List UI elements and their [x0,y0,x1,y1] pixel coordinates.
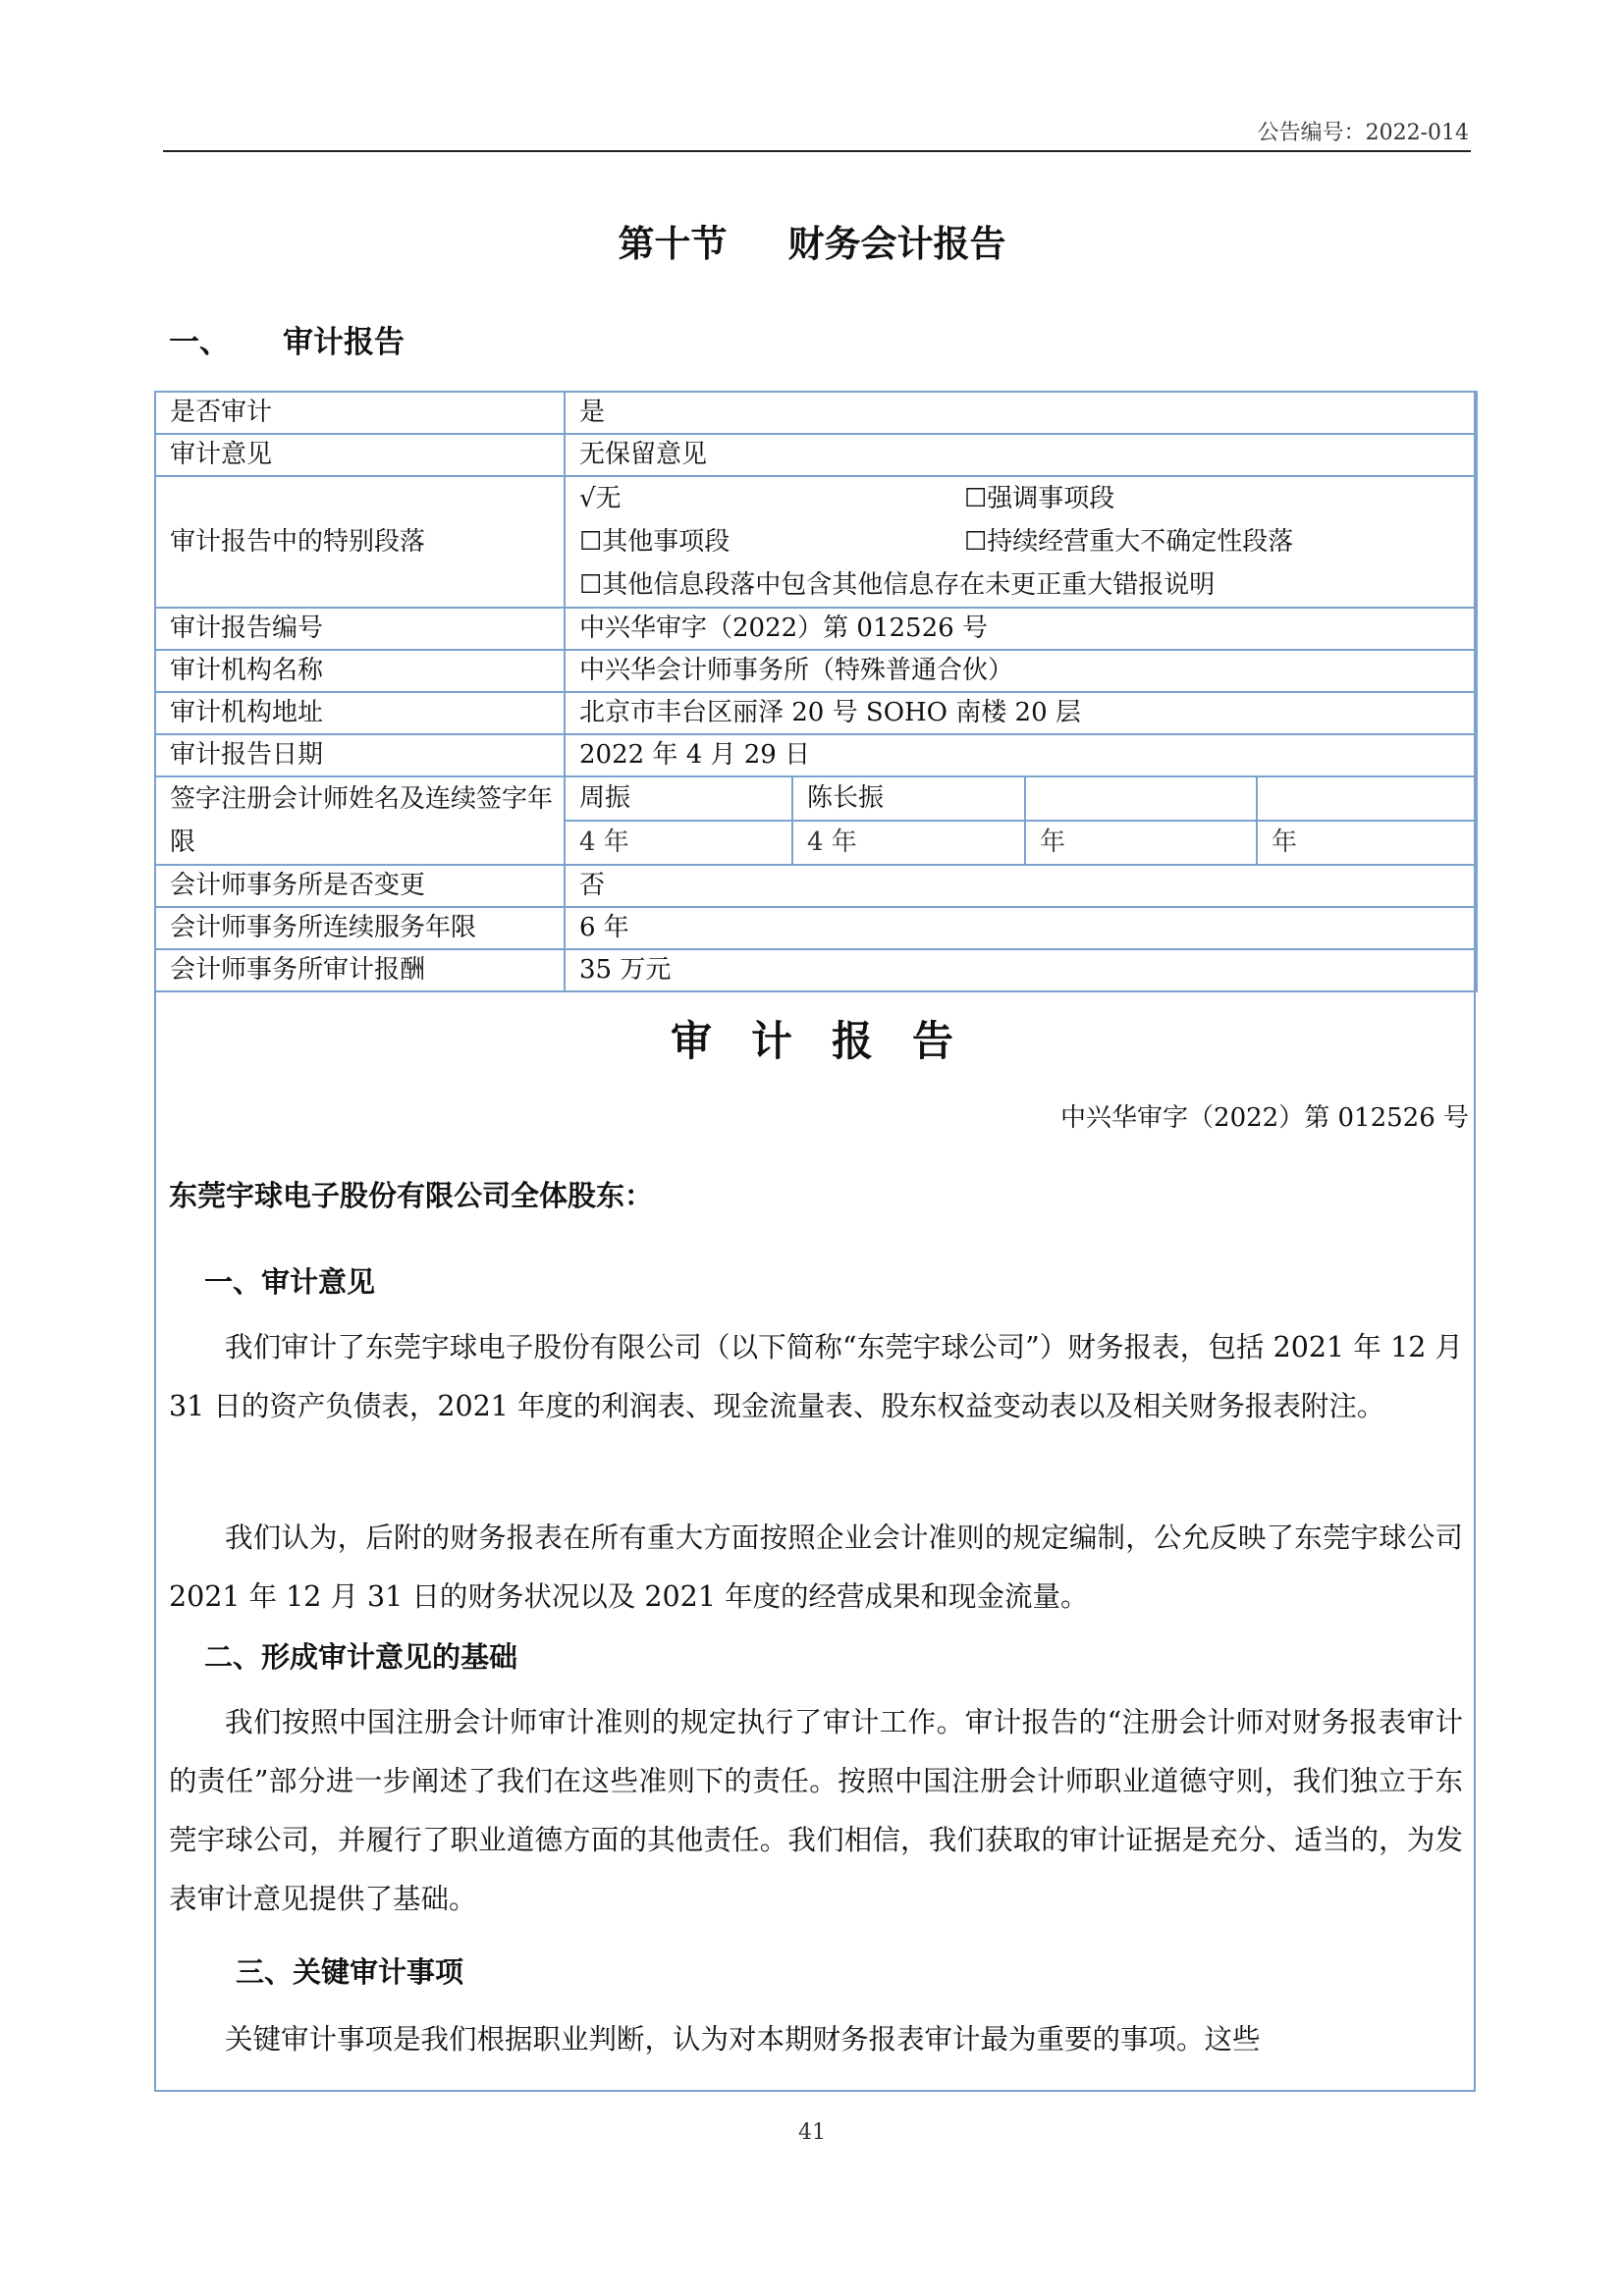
option-other-matters: ☐其他事项段 [579,527,731,557]
heading-opinion-basis: 二、形成审计意见的基础 [204,1640,518,1674]
subsection-number: 一、 [169,325,230,360]
firm-changed-label: 会计师事务所是否变更 [155,865,565,907]
audited-label: 是否审计 [155,392,565,434]
table-row [155,392,1477,434]
report-addressee: 东莞宇球电子股份有限公司全体股东： [169,1179,654,1212]
signer-name-3 [1025,776,1257,821]
option-none: √无 [579,484,622,513]
paragraph-opinion-scope: 我们审计了东莞宇球电子股份有限公司（以下简称“东莞宇球公司”）财务报表，包括 2021 年 12 月 31 日的资产负债表，2021 年度的利润表、现金流量表、股东权益变动表以及相关财务报表附注。 [169,1331,1463,1422]
signer-name-1: 周振 [565,776,792,821]
signer-years-4: 年 [1257,821,1477,865]
special-paragraph-label: 审计报告中的特别段落 [155,476,565,608]
audit-info-table [154,391,1478,992]
header-divider [163,150,1471,152]
report-number-label: 审计报告编号 [155,608,565,650]
report-number-value: 中兴华审字（2022）第 012526 号 [565,608,1477,650]
heading-audit-opinion: 一、审计意见 [204,1265,376,1299]
subsection-title [169,317,405,361]
service-years-value: 6 年 [565,907,1477,949]
section-label: 第十节 [618,223,728,265]
table-row [155,907,1477,949]
option-other-info: ☐其他信息段落中包含其他信息存在未更正重大错报说明 [579,570,1216,600]
table-row [155,865,1477,907]
signer-years-1: 4 年 [565,821,792,865]
firm-address-value: 北京市丰台区丽泽 20 号 SOHO 南楼 20 层 [565,692,1477,734]
table-row [155,949,1477,991]
option-emphasis: ☐强调事项段 [964,484,1115,513]
table-row [155,476,1477,608]
audit-fee-value: 35 万元 [565,949,1477,991]
report-date-value: 2022 年 4 月 29 日 [565,734,1477,776]
paragraph-opinion-basis: 我们按照中国注册会计师审计准则的规定执行了审计工作。审计报告的“注册会计师对财务报表审计的责任”部分进一步阐述了我们在这些准则下的责任。按照中国注册会计师职业道德守则，我们独立于东莞宇球公司，并履行了职业道德方面的其他责任。我们相信，我们获取的审计证据是充分、适当的，为发表审计意见提供了基础。 [169,1706,1463,1915]
firm-address-label: 审计机构地址 [155,692,565,734]
opinion-label: 审计意见 [155,434,565,476]
table-row [155,608,1477,650]
table-row [155,650,1477,692]
firm-name-value: 中兴华会计师事务所（特殊普通合伙） [565,650,1477,692]
option-going-concern: ☐持续经营重大不确定性段落 [964,527,1294,557]
page-number: 41 [798,2120,826,2145]
service-years-label: 会计师事务所连续服务年限 [155,907,565,949]
section-name: 财务会计报告 [787,223,1006,265]
signer-name-2: 陈长振 [792,776,1025,821]
announcement-number: 公告编号：2022-014 [1257,121,1469,145]
audit-fee-label: 会计师事务所审计报酬 [155,949,565,991]
report-number: 中兴华审字（2022）第 012526 号 [1060,1103,1469,1133]
signer-name-4 [1257,776,1477,821]
audited-value: 是 [565,392,1477,434]
opinion-value: 无保留意见 [565,434,1477,476]
table-row [155,434,1477,476]
signer-years-2: 4 年 [792,821,1025,865]
paragraph-opinion-statement: 我们认为，后附的财务报表在所有重大方面按照企业会计准则的规定编制，公允反映了东莞宇球公司 2021 年 12 月 31 日的财务状况以及 2021 年度的经营成果和现金流量。 [169,1522,1463,1613]
report-title: 审计报告 [670,1017,993,1065]
heading-key-audit-matters: 三、关键审计事项 [236,1955,464,1989]
signer-label: 签字注册会计师姓名及连续签字年限 [155,776,565,865]
table-row [155,692,1477,734]
table-row [155,776,1477,821]
firm-changed-value: 否 [565,865,1477,907]
report-date-label: 审计报告日期 [155,734,565,776]
section-title [0,214,1624,267]
special-paragraph-options [565,476,1477,608]
paragraph-key-audit-matters: 关键审计事项是我们根据职业判断，认为对本期财务报表审计最为重要的事项。这些 [225,2023,1261,2056]
table-row [155,734,1477,776]
signer-years-3: 年 [1025,821,1257,865]
firm-name-label: 审计机构名称 [155,650,565,692]
subsection-name: 审计报告 [283,325,405,360]
